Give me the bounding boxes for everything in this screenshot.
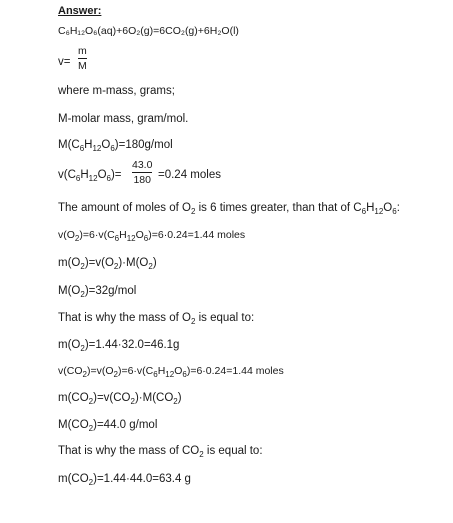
glucose-molar-mass: $M(C_6H_{12}O_6)=180g$/mol — [58, 139, 173, 153]
mole-ratio-statement: The amount of moles of $O_2$ is 6 times greater, than that of $C_6H_{12}O_6$: — [58, 202, 400, 216]
fraction-numerator: 43.0 — [132, 159, 153, 171]
oxygen-mass-formula: $m(O_2)=v(O_2)\cdot M(O_2)$ — [58, 257, 157, 271]
fraction-bar — [132, 172, 152, 173]
moles-formula-fraction — [78, 45, 87, 72]
oxygen-molar-mass: $M(O_2)=32g$/mol — [58, 285, 137, 299]
oxygen-moles-line: $v(O_2)=6\cdot v(C_6H_{12}O_6)=6\cdot 0.24=1.44$ moles — [58, 229, 246, 243]
carbon-dioxide-mass-intro: That is why the mass of $CO_2$ is equal to: — [58, 445, 263, 459]
glucose-moles-result: =0.24 moles — [158, 169, 221, 181]
where-mass-line: where m-mass, grams; — [58, 85, 175, 97]
carbon-dioxide-mass-formula: $m(CO_2)=v(CO_2)\cdot M(CO_2)$ — [58, 392, 182, 406]
molar-mass-definition: M-molar mass, gram/mol. — [58, 113, 189, 125]
fraction-numerator: m — [78, 45, 87, 57]
fraction-bar — [78, 58, 87, 59]
carbon-dioxide-mass-result: $m(CO_2)=1.44\cdot 44.0=63.4$ g — [58, 473, 191, 487]
oxygen-mass-intro: That is why the mass of $O_2$ is equal to: — [58, 312, 255, 326]
glucose-moles-fraction — [132, 159, 152, 186]
carbon-dioxide-moles-line: $v(CO_2)=v(O_2)=6\cdot v(C_6H_{12}O_6)=6\cdot 0.24=1.44$ moles — [58, 365, 284, 379]
reaction-equation: C₆H₁₂O₆(aq)+6O₂(g)=6CO₂(g)+6H₂O(l) — [58, 25, 239, 37]
glucose-moles-line: $v(C_6H_{12}O_6)=$ — [58, 169, 122, 183]
moles-formula: v= — [58, 56, 71, 68]
fraction-denominator: 180 — [133, 174, 151, 186]
answer-heading: Answer: — [58, 5, 102, 17]
carbon-dioxide-molar-mass: $M(CO_2)=44.0$ g/mol — [58, 419, 158, 433]
fraction-denominator: M — [78, 60, 87, 72]
oxygen-mass-result: $m(O_2)=1.44\cdot 32.0=46.1g$ — [58, 339, 180, 353]
